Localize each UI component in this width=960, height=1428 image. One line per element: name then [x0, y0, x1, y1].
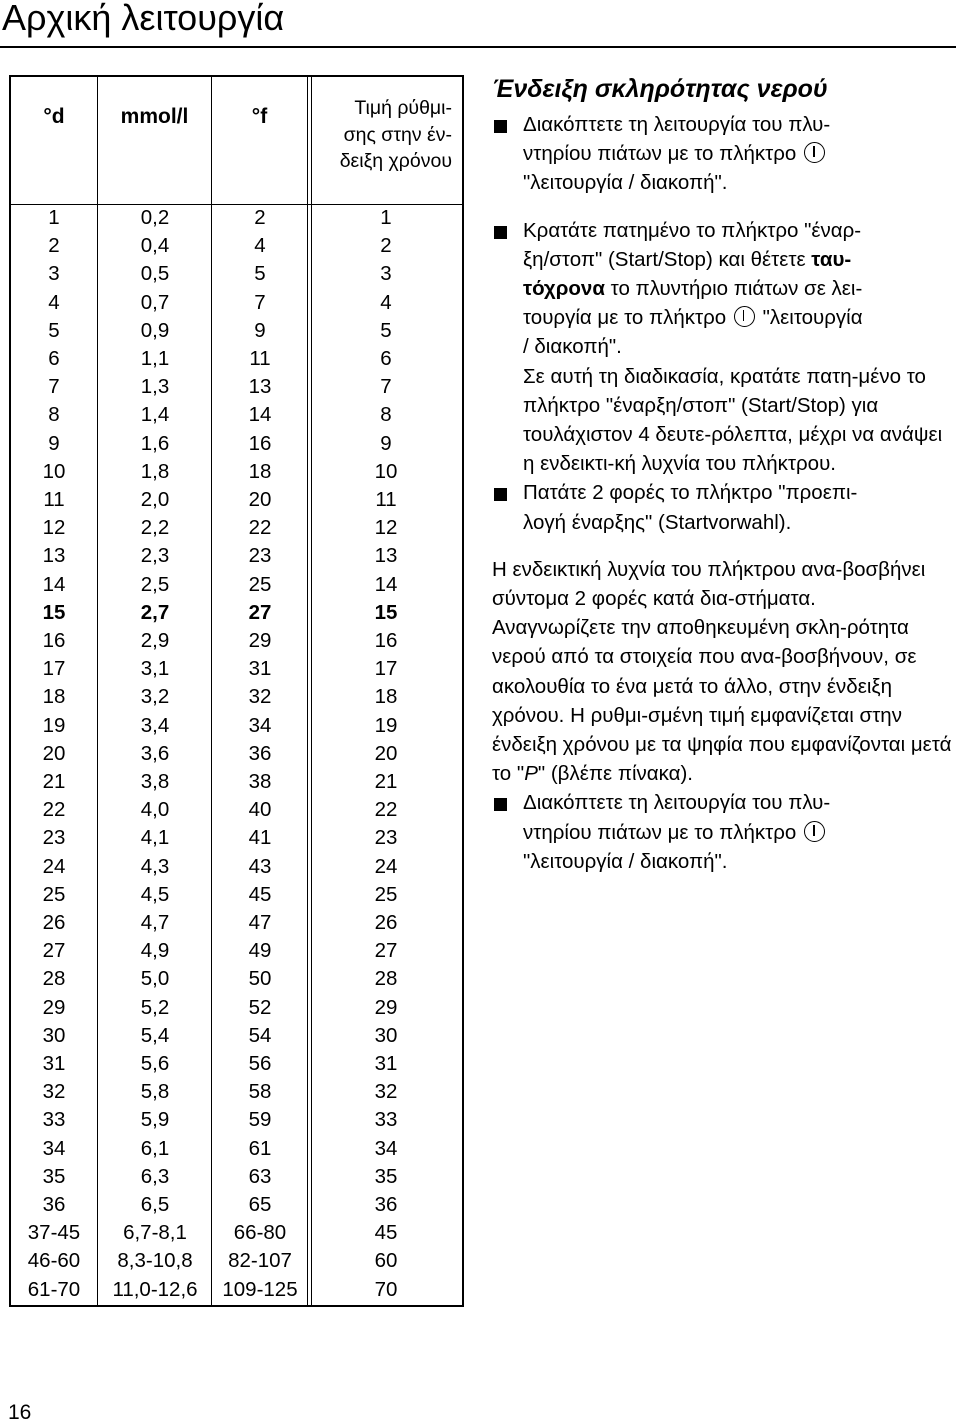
table-row	[11, 909, 462, 937]
cell-mmol: 4,5	[140, 882, 170, 906]
cell-dh: 3	[48, 262, 60, 286]
cell-mmol: 3,4	[140, 713, 170, 737]
cell-setting: 34	[374, 1136, 398, 1160]
cell-mmol: 4,7	[140, 911, 170, 934]
cell-mmol: 5,9	[140, 1108, 170, 1132]
header-fh	[212, 77, 307, 204]
bullet-square	[494, 798, 507, 811]
cell-mmol: 5,2	[140, 995, 170, 1019]
cell-mmol: 4,1	[140, 826, 170, 850]
cell-setting: 21	[374, 770, 398, 793]
cell-setting: 16	[374, 629, 398, 652]
cell-setting: 2	[380, 234, 392, 258]
cell-fh: 47	[248, 911, 272, 934]
table-row	[11, 204, 462, 232]
cell-setting: 27	[374, 939, 398, 963]
cell-setting: 10	[374, 459, 398, 483]
cell-fh: 18	[248, 459, 272, 483]
cell-setting: 1	[380, 206, 392, 229]
step-2-text-c: το πλυντήριο πιάτων σε λει-	[610, 277, 863, 301]
water-hardness-table	[9, 75, 464, 1307]
cell-dh: 14	[42, 572, 66, 596]
cell-dh: 46-60	[27, 1249, 81, 1273]
cell-fh: 9	[254, 318, 266, 342]
table-row	[11, 853, 462, 881]
table-row	[11, 317, 462, 345]
cell-dh: 36	[42, 1193, 66, 1216]
cell-fh: 5	[254, 262, 266, 286]
header-dh-label: °d	[43, 105, 65, 128]
cell-mmol: 1,1	[140, 347, 170, 370]
cell-mmol: 6,5	[140, 1193, 170, 1216]
cell-setting: 3	[380, 262, 392, 286]
cell-setting: 13	[374, 544, 398, 568]
cell-fh: 59	[248, 1108, 272, 1132]
cell-mmol: 4,3	[140, 854, 170, 878]
cell-setting: 30	[374, 1023, 398, 1047]
cell-setting: 14	[374, 572, 398, 596]
power-icon	[804, 821, 825, 842]
cell-mmol: 0,2	[140, 206, 170, 229]
cell-setting: 15	[374, 600, 398, 624]
step-4-text-b: ντηρίου πιάτων με το πλήκτρο	[523, 820, 797, 844]
header-setting	[312, 77, 462, 204]
cell-dh: 27	[42, 939, 66, 963]
cell-dh: 23	[42, 826, 66, 850]
cell-mmol: 5,6	[140, 1052, 170, 1075]
cell-dh: 33	[42, 1108, 66, 1132]
header-setting-label: Τιμή ρύθμι- σης στην έν- δειξη χρόνου	[339, 97, 452, 172]
cell-mmol: 1,6	[140, 431, 170, 455]
step-2-note: Σε αυτή τη διαδικασία, κρατάτε πατη-μένο το πλήκτρο "έναρξη/στοπ" (Start/Stop) για τουλάχιστον 4 δευτε-ρόλεπτα, μέχρι να ανάψει η ενδεικτι-κή λυχνία του πλήκτρου.	[523, 364, 943, 476]
cell-setting: 12	[374, 516, 398, 540]
header-mmol	[98, 77, 211, 204]
step-2-text-e: "λειτουργία	[762, 306, 863, 330]
cell-mmol: 4,9	[140, 939, 170, 963]
cell-setting: 32	[374, 1080, 398, 1104]
cell-setting: 24	[374, 854, 398, 878]
table-row	[11, 740, 462, 768]
table-row	[11, 994, 462, 1022]
cell-fh: 13	[248, 375, 272, 399]
table-row	[11, 401, 462, 429]
cell-fh: 4	[254, 234, 266, 258]
cell-fh: 29	[248, 629, 272, 652]
cell-mmol: 1,3	[140, 375, 170, 399]
table-row	[11, 486, 462, 514]
table-row	[11, 260, 462, 288]
cell-mmol: 11,0-12,6	[112, 1277, 198, 1301]
power-icon	[804, 142, 825, 163]
table-row	[11, 1163, 462, 1191]
table-row	[11, 1191, 462, 1219]
cell-dh: 4	[48, 290, 60, 314]
cell-mmol: 2,3	[140, 544, 170, 568]
cell-dh: 9	[48, 431, 60, 455]
cell-mmol: 6,1	[140, 1136, 170, 1160]
table-row	[11, 881, 462, 909]
table-row	[11, 1022, 462, 1050]
cell-dh: 37-45	[27, 1221, 81, 1245]
cell-setting: 35	[374, 1164, 398, 1188]
cell-dh: 35	[42, 1164, 66, 1188]
cell-dh: 26	[42, 911, 66, 934]
cell-fh: 109-125	[222, 1277, 298, 1301]
step-4-text-c: "λειτουργία / διακοπή".	[523, 849, 728, 873]
header-dh	[11, 77, 97, 204]
table-row	[11, 712, 462, 740]
cell-fh: 82-107	[228, 1249, 292, 1273]
bullet-square	[494, 120, 507, 133]
table-row	[11, 1247, 462, 1275]
table-row	[11, 1106, 462, 1134]
cell-mmol: 2,7	[140, 600, 170, 624]
cell-fh: 25	[248, 572, 272, 596]
table-row	[11, 1276, 462, 1304]
cell-dh: 13	[42, 544, 66, 568]
header-mmol-label: mmol/l	[120, 105, 189, 128]
cell-fh: 2	[254, 206, 266, 229]
table-row	[11, 965, 462, 993]
cell-mmol: 2,0	[140, 488, 170, 511]
cell-dh: 24	[42, 854, 66, 878]
cell-dh: 10	[42, 459, 66, 483]
cell-fh: 27	[248, 600, 272, 624]
cell-setting: 28	[374, 967, 398, 991]
table-row	[11, 824, 462, 852]
cell-setting: 31	[374, 1052, 398, 1075]
cell-mmol: 2,2	[140, 516, 170, 540]
cell-fh: 34	[248, 713, 272, 737]
cell-fh: 54	[248, 1023, 272, 1047]
cell-dh: 30	[42, 1023, 66, 1047]
cell-fh: 66-80	[233, 1221, 287, 1245]
cell-mmol: 0,5	[140, 262, 170, 286]
cell-setting: 5	[380, 318, 392, 342]
cell-setting: 7	[380, 375, 392, 399]
cell-dh: 11	[43, 488, 65, 511]
cell-setting: 23	[374, 826, 398, 850]
paragraph-blink: Η ενδεικτική λυχνία του πλήκτρου ανα-βοσβήνει σύντομα 2 φορές κατά δια-στήματα.	[492, 557, 926, 611]
cell-fh: 61	[248, 1136, 272, 1160]
cell-dh: 34	[42, 1136, 66, 1160]
cell-setting: 18	[374, 685, 398, 709]
cell-fh: 23	[248, 544, 272, 568]
cell-fh: 32	[248, 685, 272, 709]
cell-mmol: 3,6	[140, 741, 170, 765]
cell-dh: 12	[42, 516, 66, 540]
cell-fh: 20	[248, 488, 272, 511]
cell-dh: 19	[42, 713, 66, 737]
instructions	[492, 72, 952, 894]
cell-fh: 31	[248, 657, 272, 681]
step-1-text-c: "λειτουργία / διακοπή".	[523, 171, 728, 195]
cell-setting: 33	[374, 1108, 398, 1132]
power-icon	[734, 306, 755, 327]
cell-mmol: 8,3-10,8	[117, 1249, 193, 1273]
cell-dh: 2	[48, 234, 60, 258]
cell-fh: 49	[248, 939, 272, 963]
cell-fh: 11	[249, 347, 271, 370]
cell-mmol: 5,8	[140, 1080, 170, 1104]
bullet-square	[494, 226, 507, 239]
cell-dh: 61-70	[27, 1277, 81, 1301]
step-3-text-b: λογή έναρξης" (Startvorwahl).	[523, 510, 792, 534]
step-2-text-a: Κρατάτε πατημένο το πλήκτρο "έναρ-	[523, 218, 862, 242]
cell-setting: 60	[374, 1249, 398, 1273]
cell-dh: 22	[42, 798, 66, 822]
cell-dh: 21	[42, 770, 66, 793]
step-1	[492, 110, 952, 198]
cell-fh: 41	[248, 826, 272, 850]
cell-mmol: 0,9	[140, 318, 170, 342]
table-row	[11, 514, 462, 542]
cell-setting: 29	[374, 995, 398, 1019]
cell-mmol: 3,1	[140, 657, 170, 681]
table-row	[11, 232, 462, 260]
cell-fh: 52	[248, 995, 272, 1019]
table-row	[11, 430, 462, 458]
table-row	[11, 768, 462, 796]
cell-fh: 38	[248, 770, 272, 793]
cell-dh: 17	[42, 657, 66, 681]
cell-setting: 17	[374, 657, 398, 681]
bullet-square	[494, 488, 507, 501]
cell-setting: 4	[380, 290, 392, 314]
step-1-text-a: Διακόπτετε τη λειτουργία του πλυ-	[523, 113, 831, 136]
cell-dh: 32	[42, 1080, 66, 1104]
cell-mmol: 3,8	[140, 770, 170, 793]
cell-mmol: 6,7-8,1	[123, 1221, 187, 1245]
cell-mmol: 2,5	[140, 572, 170, 596]
cell-setting: 20	[374, 741, 398, 765]
cell-mmol: 0,7	[140, 290, 170, 314]
table-row	[11, 655, 462, 683]
table-row	[11, 345, 462, 373]
step-2-text-d: τουργία με το πλήκτρο	[523, 306, 727, 330]
cell-mmol: 4,0	[140, 798, 170, 822]
step-2-text-b: ξη/στοπ" (Start/Stop) και θέτετε	[523, 247, 806, 271]
step-3	[492, 478, 952, 536]
cell-mmol: 5,4	[140, 1023, 170, 1047]
cell-dh: 5	[48, 318, 60, 342]
cell-mmol: 1,8	[140, 459, 170, 483]
cell-fh: 58	[248, 1080, 272, 1104]
table-row	[11, 683, 462, 711]
step-2-bold-b: τόχρονα	[523, 277, 605, 301]
cell-dh: 7	[48, 375, 60, 399]
cell-fh: 7	[254, 290, 266, 314]
cell-setting: 11	[375, 488, 397, 511]
header-fh-label: °f	[251, 105, 268, 128]
cell-dh: 8	[48, 403, 60, 427]
cell-mmol: 0,4	[140, 234, 170, 258]
section-heading: Ένδειξη σκληρότητας νερού	[492, 75, 828, 103]
table-row	[11, 1078, 462, 1106]
cell-fh: 50	[248, 967, 272, 991]
cell-setting: 36	[374, 1193, 398, 1216]
cell-fh: 16	[248, 431, 272, 455]
cell-setting: 19	[374, 713, 398, 737]
title-rule	[0, 46, 956, 48]
page-number: 16	[8, 1401, 32, 1424]
cell-setting: 22	[374, 798, 398, 822]
cell-dh: 28	[42, 967, 66, 991]
cell-setting: 9	[380, 431, 392, 455]
cell-setting: 26	[374, 911, 398, 934]
cell-setting: 70	[374, 1277, 398, 1301]
cell-dh: 6	[48, 347, 60, 370]
step-4	[492, 788, 952, 876]
cell-setting: 6	[380, 347, 392, 370]
step-2	[492, 216, 952, 362]
cell-dh: 1	[48, 206, 60, 229]
cell-fh: 40	[248, 798, 272, 822]
table-row	[11, 289, 462, 317]
table-row	[11, 373, 462, 401]
step-2-text-f: / διακοπή".	[523, 335, 622, 359]
table-row	[11, 1219, 462, 1247]
cell-fh: 36	[248, 741, 272, 765]
cell-fh: 56	[248, 1052, 272, 1075]
step-2-bold-a: ταυ-	[811, 247, 852, 271]
step-3-text-a: Πατάτε 2 φορές το πλήκτρο "προεπι-	[523, 481, 858, 505]
cell-dh: 16	[42, 629, 66, 652]
cell-mmol: 1,4	[140, 403, 170, 427]
cell-dh: 15	[42, 600, 66, 624]
cell-mmol: 3,2	[140, 685, 170, 709]
cell-mmol: 2,9	[140, 629, 170, 652]
cell-setting: 25	[374, 882, 398, 906]
cell-dh: 31	[42, 1052, 66, 1075]
cell-dh: 20	[42, 741, 66, 765]
cell-dh: 29	[42, 995, 66, 1019]
cell-fh: 14	[248, 403, 272, 427]
page-title: Αρχική λειτουργία	[2, 0, 285, 38]
cell-mmol: 5,0	[140, 967, 170, 991]
cell-dh: 25	[42, 882, 66, 906]
cell-fh: 65	[248, 1193, 272, 1216]
table-row	[11, 1135, 462, 1163]
cell-fh: 63	[248, 1164, 272, 1188]
paragraph-read-value: Αναγνωρίζετε την αποθηκευμένη σκλη-ρότητα νερού από τα στοιχεία που ανα-βοσβήνουν, σε ακολουθία το ένα μετά το άλλο, στην ένδειξη χρόνου. Η ρυθμι-σμένη τιμή εμφανίζεται στην ένδειξη χρόνου με τα ψηφία που εμφανίζονται μετά το "P" (βλέπε πίνακα).	[492, 616, 952, 786]
cell-setting: 8	[380, 403, 392, 427]
cell-fh: 45	[248, 882, 272, 906]
table-row	[11, 599, 462, 627]
table-row	[11, 542, 462, 570]
table-row	[11, 627, 462, 655]
table-row	[11, 458, 462, 486]
table-row	[11, 571, 462, 599]
cell-fh: 43	[248, 854, 272, 878]
cell-setting: 45	[374, 1221, 398, 1245]
table-row	[11, 937, 462, 965]
cell-dh: 18	[42, 685, 66, 709]
table-row	[11, 1050, 462, 1078]
table-row	[11, 796, 462, 824]
step-4-text-a: Διακόπτετε τη λειτουργία του πλυ-	[523, 791, 831, 815]
cell-fh: 22	[248, 516, 272, 540]
step-1-text-b: ντηρίου πιάτων με το πλήκτρο	[523, 142, 797, 166]
cell-mmol: 6,3	[140, 1164, 170, 1188]
